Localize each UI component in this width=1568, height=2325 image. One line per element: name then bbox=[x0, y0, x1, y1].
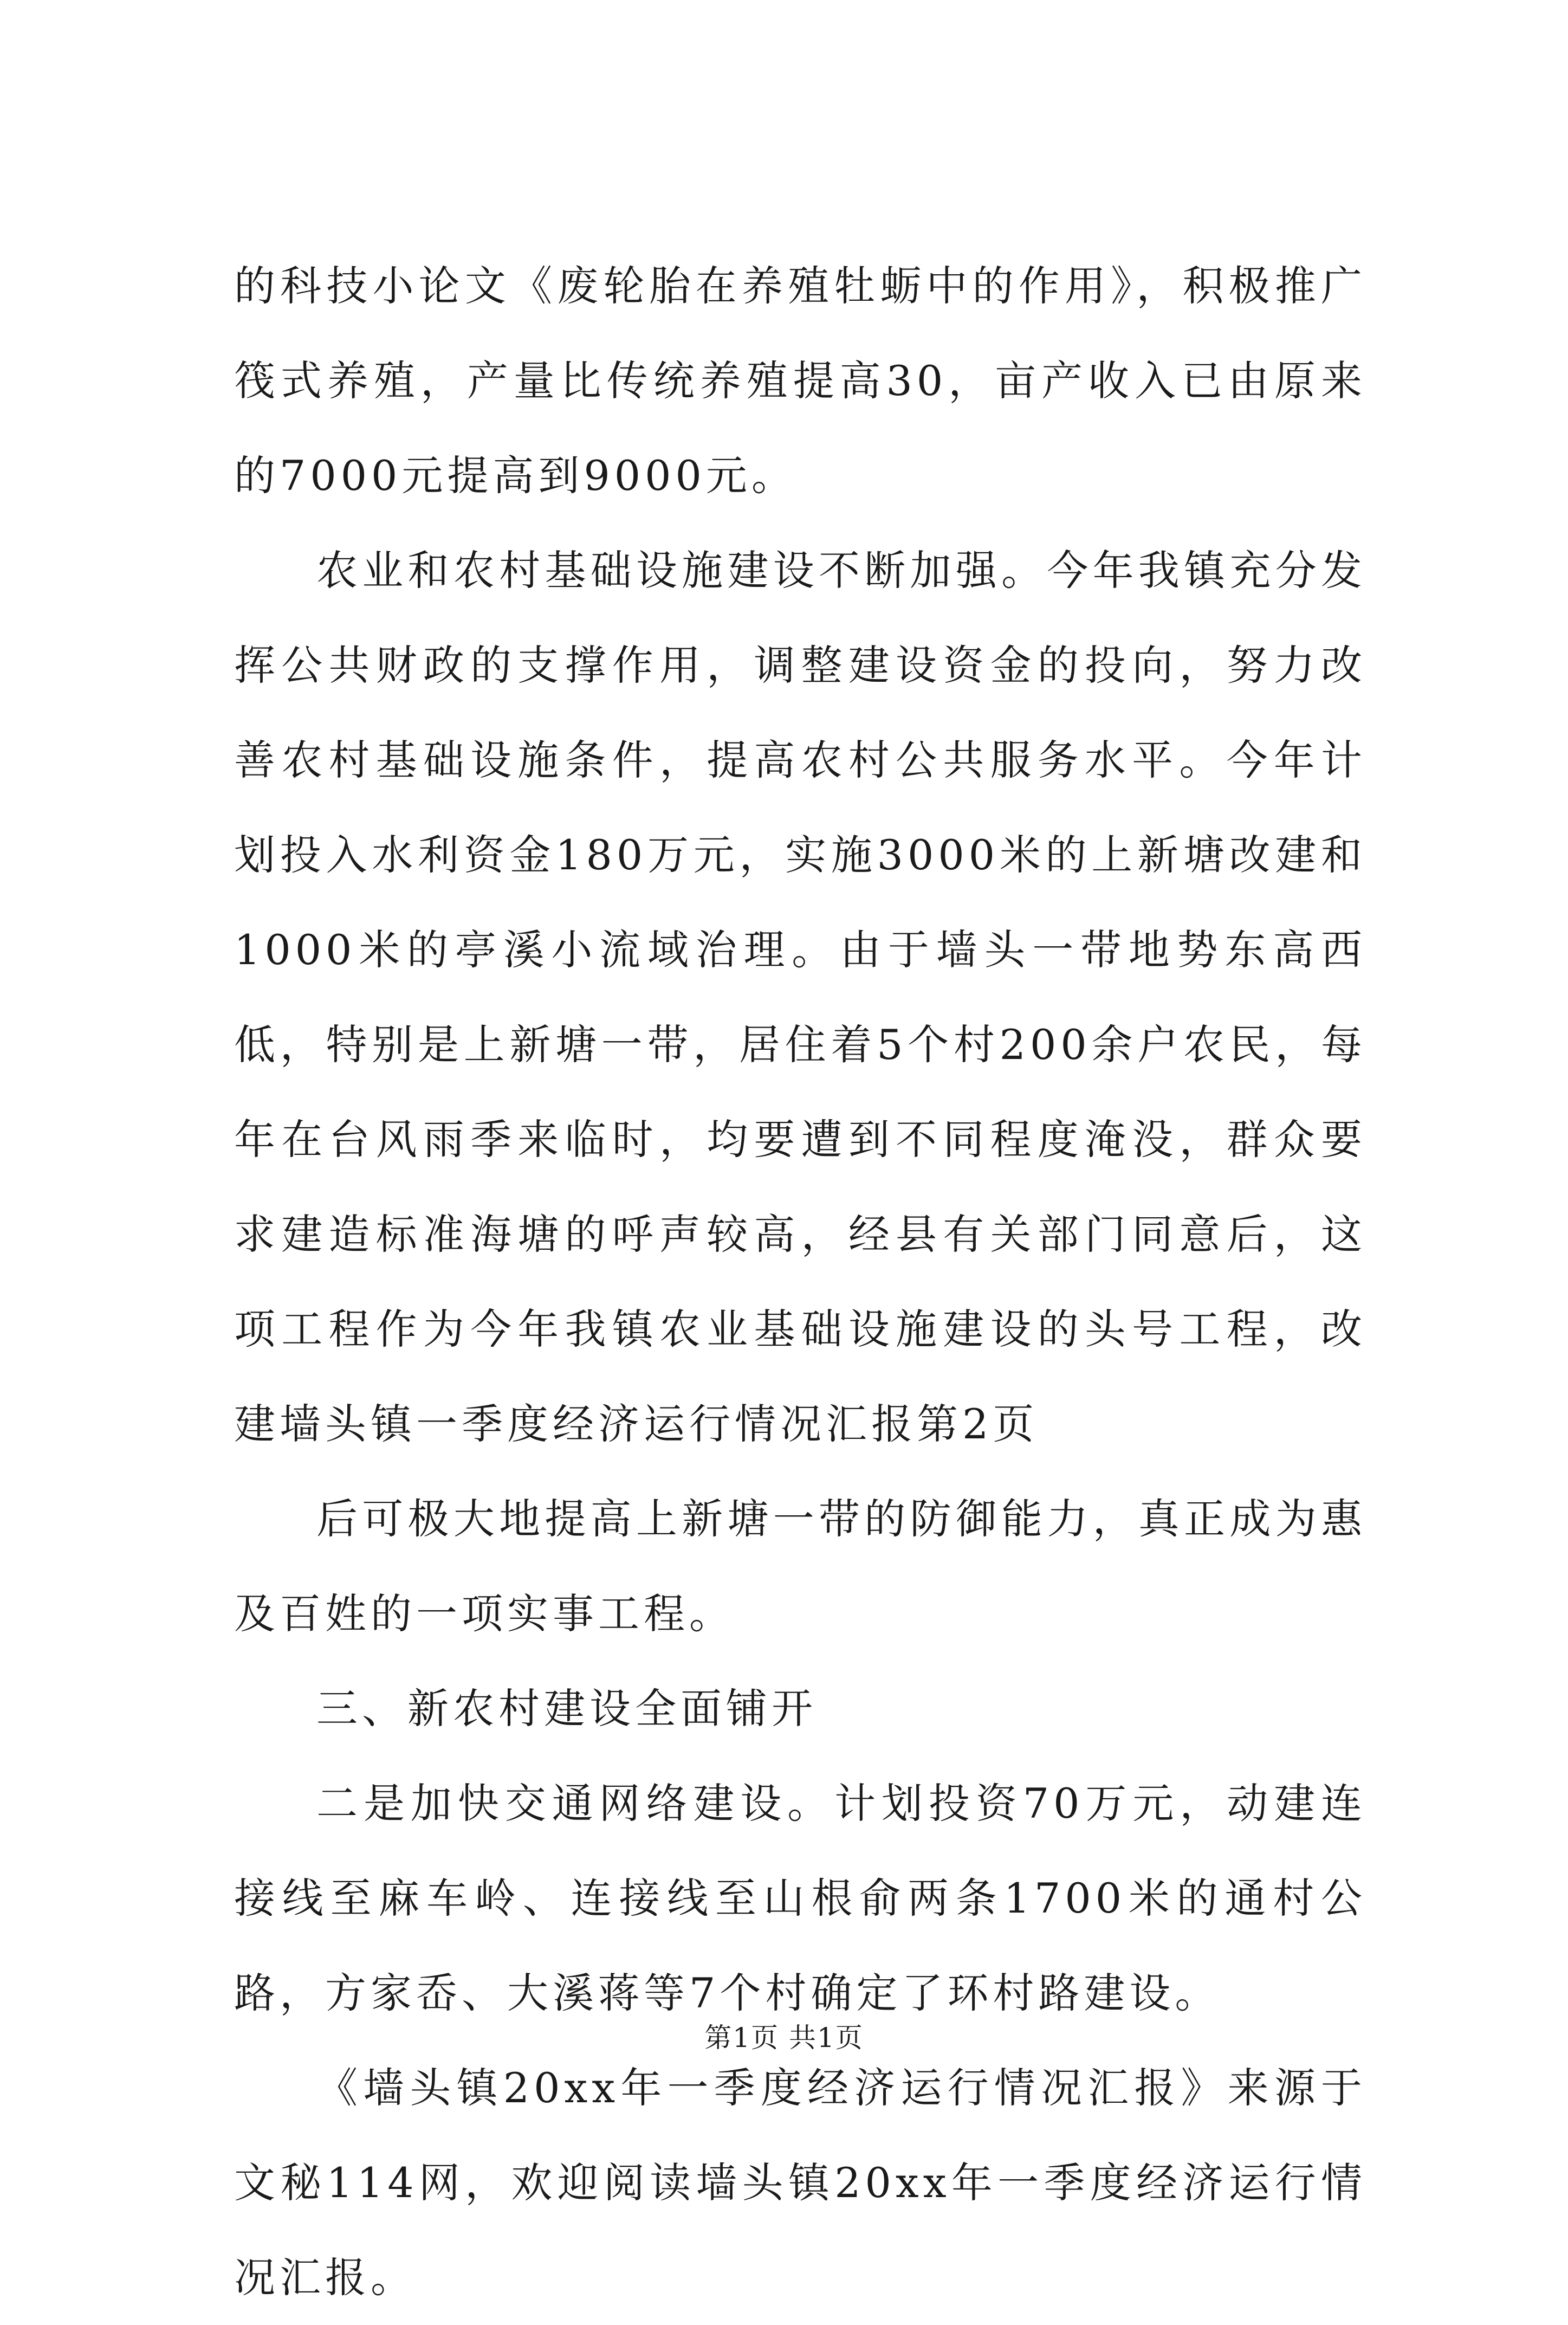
document-body bbox=[234, 238, 1366, 2325]
paragraph-source-note: 《墙头镇20xx年一季度经济运行情况汇报》来源于文秘114网，欢迎阅读墙头镇20xx年一季度经济运行情况汇报。 bbox=[234, 2064, 1366, 2302]
paragraph-defense-capacity: 后可极大地提高上新塘一带的防御能力，真正成为惠及百姓的一项实事工程。 bbox=[234, 1495, 1366, 1638]
paragraph-transport: 二是加快交通网络建设。计划投资70万元，动建连接线至麻车岭、连接线至山根俞两条1700米的通村公路，方家岙、大溪蒋等7个村确定了环村路建设。 bbox=[234, 1779, 1366, 2017]
section-heading: 三、新农村建设全面铺开 bbox=[316, 1684, 817, 1733]
paragraph-continuation: 的科技小论文《废轮胎在养殖牡蛎中的作用》，积极推广筏式养殖，产量比传统养殖提高30，亩产收入已由原来的7000元提高到9000元。 bbox=[234, 262, 1366, 500]
paragraph-infrastructure: 农业和农村基础设施建设不断加强。今年我镇充分发挥公共财政的支撑作用，调整建设资金的投向，努力改善农村基础设施条件，提高农村公共服务水平。今年计划投入水利资金180万元，实施3000米的上新塘改建和1000米的亭溪小流域治理。由于墙头一带地势东高西低，特别是上新塘一带，居住着5个村200余户农民，每年在台风雨季来临时，均要遭到不同程度淹没，群众要求建造标准海塘的呼声较高，经县有关部门同意后，这项工程作为今年我镇农业基础设施建设的头号工程，改建墙头镇一季度经济运行情况汇报第2页 bbox=[234, 546, 1366, 1448]
page-footer: 第1页 共1页 bbox=[704, 2022, 864, 2053]
